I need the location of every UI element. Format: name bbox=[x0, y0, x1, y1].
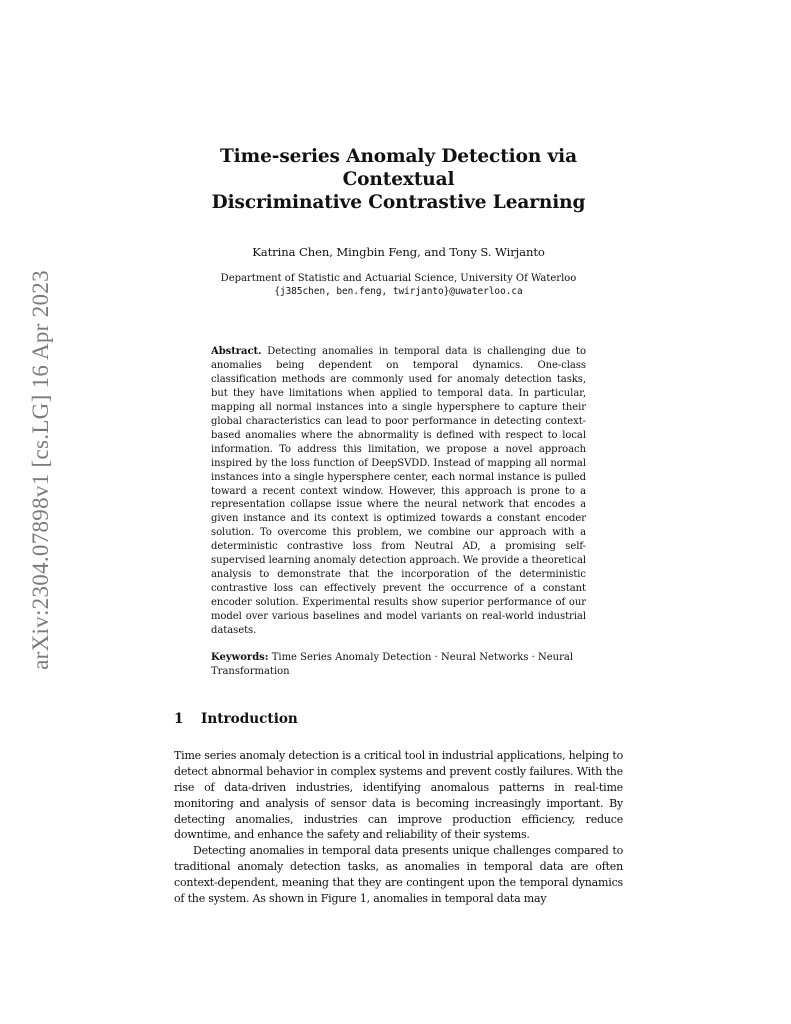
abstract-label: Abstract. bbox=[211, 346, 262, 357]
author-list: Katrina Chen, Mingbin Feng, and Tony S. Wirjanto bbox=[252, 245, 545, 259]
section-title: Introduction bbox=[201, 710, 298, 727]
arxiv-identifier-stamp: arXiv:2304.07898v1 [cs.LG] 16 Apr 2023 bbox=[28, 270, 53, 670]
paper-title bbox=[174, 145, 623, 214]
title-line-1: Time-series Anomaly Detection via Contextual bbox=[220, 146, 577, 190]
keywords-text: Time Series Anomaly Detection · Neural Networks · Neural Transformation bbox=[211, 652, 574, 677]
intro-paragraph-1: Time series anomaly detection is a critical tool in industrial applications, helping to detect abnormal behavior in complex systems and prevent costly failures. With the rise of data-driven industries, identifying anomalous patterns in real-time monitoring and analysis of sensor data is becoming increasingly important. By detecting anomalies, industries can improve production efficiency, reduce downtime, and enhance the safety and reliability of their systems. bbox=[174, 748, 624, 842]
intro-paragraph-2: Detecting anomalies in temporal data presents unique challenges compared to traditional anomaly detection tasks, as anomalies in temporal data are often context-dependent, meaning that they are contingent upon the temporal dynamics of the system. As shown in Figure 1, anomalies in temporal data may bbox=[174, 844, 623, 906]
author-emails: {j385chen, ben.feng, twirjanto}@uwaterloo.ca bbox=[274, 286, 523, 297]
abstract-block bbox=[211, 345, 586, 638]
keywords-label: Keywords: bbox=[211, 652, 269, 664]
title-line-2: Discriminative Contrastive Learning bbox=[211, 192, 586, 213]
section-heading-introduction bbox=[174, 711, 623, 727]
section-number: 1 bbox=[174, 710, 184, 727]
abstract-text: Detecting anomalies in temporal data is challenging due to anomalies being dependent on temporal dynamics. One-class classification methods are commonly used for anomaly detection tasks, but they have limitations when applied to temporal data. In particular, mapping all normal instances into a single hypersphere to capture their global characteristics can lead to poor performance in detecting context-based anomalies where the abnormality is defined with respect to local information. To address this limitation, we propose a novel approach inspired by the loss function of DeepSVDD. Instead of mapping all normal instances into a single hypersphere center, each normal instance is pulled toward a recent context window. However, this approach is prone to a representation collapse issue where the neural network that encodes a given instance and its context is optimized towards a constant encoder solution. To overcome this problem, we combine our approach with a deterministic contrastive loss from Neutral AD, a promising self-supervised learning anomaly detection approach. We provide a theoretical analysis to demonstrate that the incorporation of the deterministic contrastive loss can effectively prevent the occurrence of a constant encoder solution. Experimental results show superior performance of our model over various baselines and model variants on real-world industrial datasets. bbox=[211, 346, 586, 637]
introduction-body bbox=[174, 748, 623, 907]
keywords-block bbox=[211, 651, 586, 679]
affiliation: Department of Statistic and Actuarial Science, University Of Waterloo bbox=[220, 273, 577, 284]
paper-page bbox=[174, 145, 623, 907]
